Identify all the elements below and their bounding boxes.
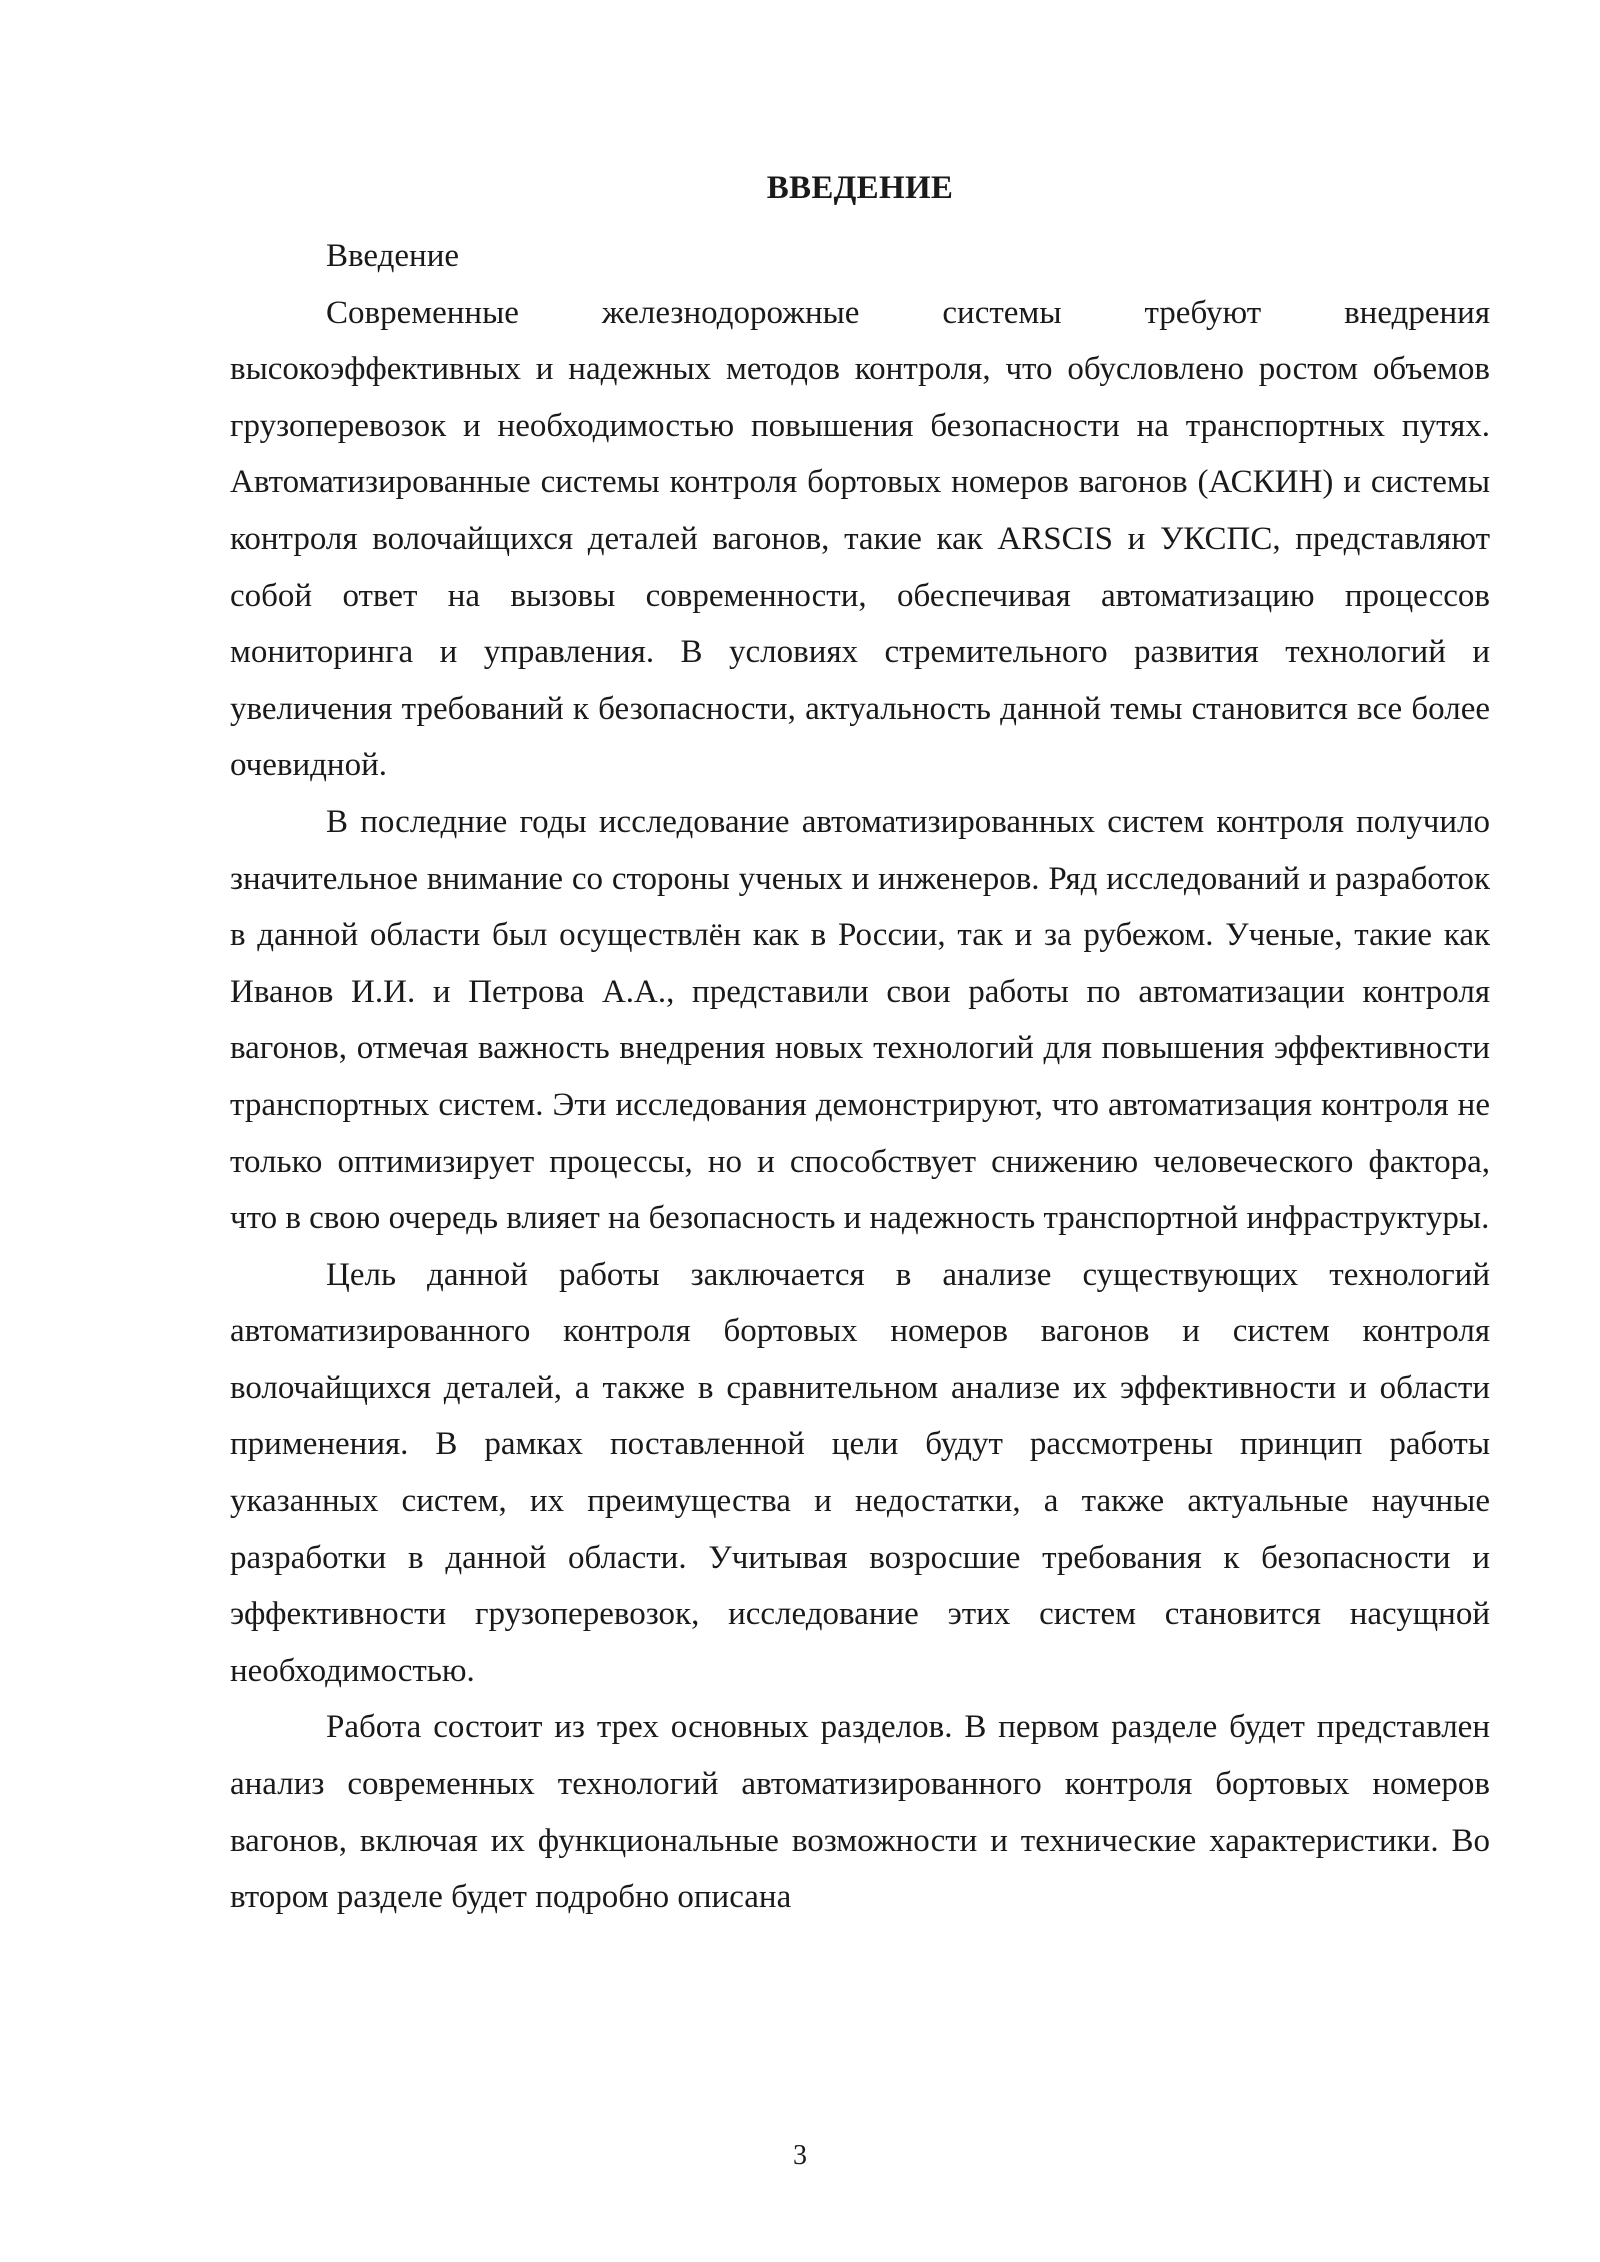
page-content	[230, 160, 1490, 1926]
paragraph-1: Современные железнодорожные системы требуют внедрения высокоэффективных и надежных методов контроля, что обусловлено ростом объемов грузоперевозок и необходимостью повышения безопасности на транспортных путях. Автоматизированные системы контроля бортовых номеров вагонов (АСКИН) и системы контроля волочайщихся деталей вагонов, такие как ARSCIS и УКСПС, представляют собой ответ на вызовы современности, обеспечивая автоматизацию процессов мониторинга и управления. В условиях стремительного развития технологий и увеличения требований к безопасности, актуальность данной темы становится все более очевидной.	[230, 294, 1490, 784]
paragraph-2: В последние годы исследование автоматизированных систем контроля получило значительное внимание со стороны ученых и инженеров. Ряд исследований и разработок в данной области был осуществлён как в России, так и за рубежом. Ученые, такие как Иванов И.И. и Петрова А.А., представили свои работы по автоматизации контроля вагонов, отмечая важность внедрения новых технологий для повышения эффективности транспортных систем. Эти исследования демонстрируют, что автоматизация контроля не только оптимизирует процессы, но и способствует снижению человеческого фактора, что в свою очередь влияет на безопасность и надежность транспортной инфраструктуры.	[230, 803, 1490, 1237]
section-label: Введение	[326, 238, 460, 274]
section-heading: ВВЕДЕНИЕ	[766, 170, 954, 206]
paragraph-4: Работа состоит из трех основных разделов. В первом разделе будет представлен анализ современных технологий автоматизированного контроля бортовых номеров вагонов, включая их функциональные возможности и технические характеристики. Во втором разделе будет подробно описана	[230, 1709, 1490, 1916]
paragraph-3: Цель данной работы заключается в анализе существующих технологий автоматизированного контроля бортовых номеров вагонов и систем контроля волочайщихся деталей, а также в сравнительном анализе их эффективности и области применения. В рамках поставленной цели будут рассмотрены принцип работы указанных систем, их преимущества и недостатки, а также актуальные научные разработки в данной области. Учитывая возросшие требования к безопасности и эффективности грузоперевозок, исследование этих систем становится насущной необходимостью.	[230, 1256, 1490, 1689]
page-number: 3	[793, 2140, 807, 2171]
